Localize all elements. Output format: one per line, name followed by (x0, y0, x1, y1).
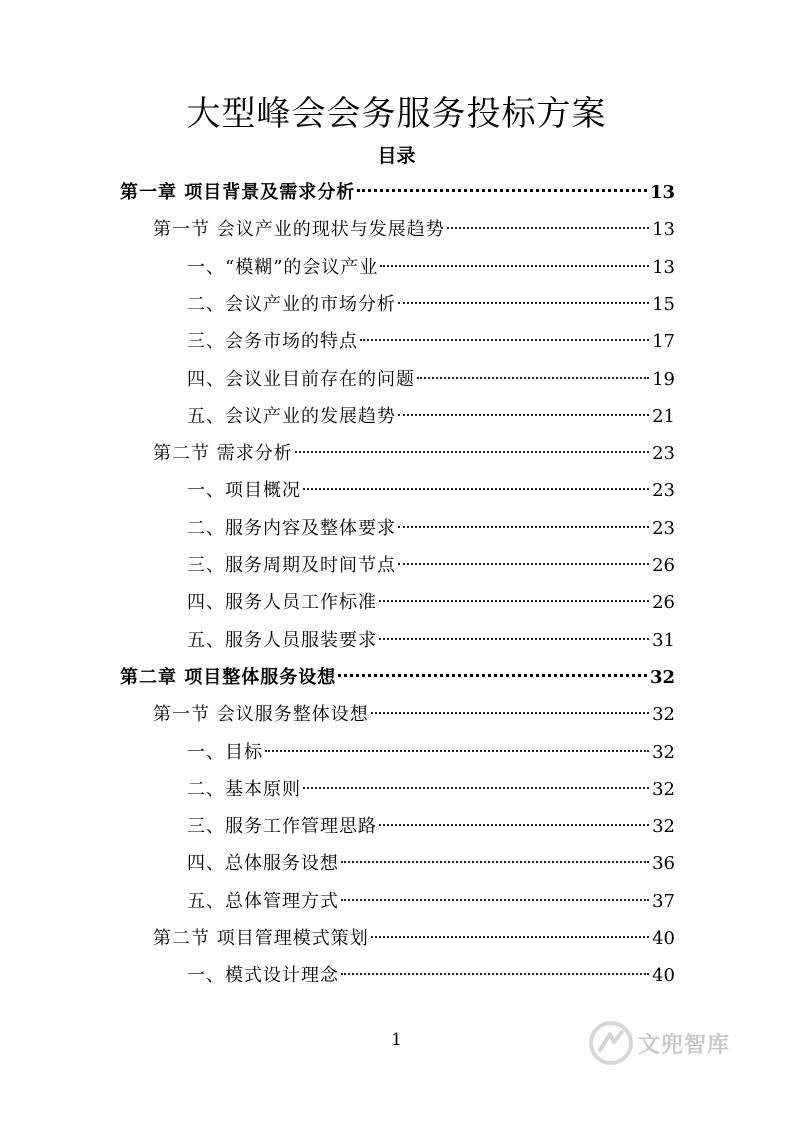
toc-entry-label: 一、“模糊”的会议产业 (187, 256, 379, 278)
toc-entry-page: 23 (652, 517, 675, 539)
toc-leader-dots (371, 936, 649, 938)
toc-leader-dots (360, 339, 649, 341)
toc-entry-label: 四、服务人员工作标准 (187, 592, 377, 614)
toc-entry-page: 37 (652, 890, 675, 912)
toc-leader-dots (379, 824, 649, 826)
watermark (588, 1020, 730, 1066)
watermark-logo-icon (588, 1020, 634, 1066)
toc-leader-dots (303, 488, 649, 490)
toc-entry[interactable] (120, 663, 675, 693)
toc-entry[interactable] (187, 253, 675, 283)
toc-entry-label: 五、服务人员服装要求 (187, 629, 377, 651)
toc-leader-dots (380, 265, 649, 267)
toc-entry[interactable] (120, 178, 675, 208)
toc-leader-dots (398, 563, 649, 565)
toc-entry[interactable] (153, 215, 675, 245)
toc-entry[interactable] (187, 961, 675, 991)
toc-entry-page: 40 (652, 965, 675, 987)
toc-entry-page: 15 (652, 293, 675, 315)
toc-entry-page: 13 (652, 256, 675, 278)
toc-entry[interactable] (187, 738, 675, 768)
toc-entry-label: 第一节 会议服务整体设想 (153, 704, 369, 726)
toc-entry[interactable] (187, 588, 675, 618)
toc-entry-label: 三、服务工作管理思路 (187, 816, 377, 838)
toc-entry-page: 17 (652, 331, 675, 353)
toc-entry[interactable] (187, 775, 675, 805)
toc-entry[interactable] (187, 290, 675, 320)
toc-entry-page: 26 (652, 592, 675, 614)
toc-entry[interactable] (187, 849, 675, 879)
toc-entry[interactable] (187, 551, 675, 581)
toc-entry-label: 第二节 项目管理模式策划 (153, 928, 369, 949)
toc-entry[interactable] (187, 365, 675, 395)
toc-entry-page: 21 (652, 405, 675, 427)
toc-entry-label: 四、会议业目前存在的问题 (187, 368, 415, 390)
toc-entry-label: 五、会议产业的发展趋势 (187, 405, 396, 427)
toc-entry-page: 19 (652, 368, 675, 390)
toc-entry-label: 二、基本原则 (187, 778, 301, 800)
toc-leader-dots (371, 712, 649, 714)
toc-entry-page: 13 (652, 219, 675, 241)
toc-entry-page: 32 (652, 741, 675, 763)
toc-leader-dots (265, 750, 649, 752)
toc-entry-page: 23 (652, 443, 675, 465)
toc-entry-page: 31 (652, 629, 675, 651)
page-number: 1 (391, 1030, 402, 1050)
toc-entry-page: 32 (652, 778, 675, 800)
toc-entry-page: 32 (652, 816, 675, 838)
toc-leader-dots (338, 674, 647, 677)
toc-entry-label: 第二节 需求分析 (153, 443, 293, 465)
toc-entry-label: 四、总体服务设想 (187, 853, 339, 875)
toc-leader-dots (341, 861, 649, 863)
toc-leader-dots (295, 451, 649, 453)
toc-entry-page: 26 (652, 555, 675, 576)
toc-entry-page: 36 (652, 853, 675, 875)
toc-entry-page: 32 (649, 666, 675, 688)
toc-entry-label: 第一章 项目背景及需求分析 (120, 182, 356, 203)
toc-leader-dots (398, 526, 649, 528)
toc-leader-dots (341, 973, 649, 975)
toc-leader-dots (341, 899, 649, 901)
watermark-text: 文兜智库 (638, 1032, 731, 1058)
toc-leader-dots (398, 302, 649, 304)
toc-entry-page: 32 (652, 704, 675, 726)
toc-leader-dots (417, 377, 649, 379)
toc-entry-label: 三、服务周期及时间节点 (187, 555, 396, 576)
toc-entry-label: 一、项目概况 (187, 480, 301, 502)
toc-entry-label: 三、会务市场的特点 (187, 331, 358, 353)
toc-entry[interactable] (153, 700, 675, 730)
document-title: 大型峰会会务服务投标方案 (186, 94, 607, 134)
toc-entry-label: 二、服务内容及整体要求 (187, 517, 396, 539)
toc-heading: 目录 (377, 145, 416, 167)
toc-entry-label: 五、总体管理方式 (187, 890, 339, 912)
toc-entry[interactable] (187, 812, 675, 842)
toc-leader-dots (379, 600, 649, 602)
toc-leader-dots (379, 638, 649, 640)
toc-leader-dots (303, 787, 649, 789)
toc-entry-page: 13 (649, 182, 675, 203)
toc-entry-label: 一、模式设计理念 (187, 965, 339, 987)
toc-entry-label: 第一节 会议产业的现状与发展趋势 (153, 219, 445, 241)
toc-leader-dots (447, 227, 649, 229)
toc-entry[interactable] (187, 514, 675, 544)
toc-entry-page: 23 (652, 480, 675, 502)
toc-entry-label: 第二章 项目整体服务设想 (120, 666, 337, 688)
toc-entry[interactable] (187, 327, 675, 357)
toc-entry[interactable] (153, 924, 675, 954)
toc-leader-dots (398, 414, 649, 416)
toc-entry[interactable] (187, 476, 675, 506)
toc-leader-dots (357, 189, 647, 192)
toc-entry[interactable] (187, 626, 675, 656)
toc-entry[interactable] (153, 439, 675, 469)
toc-entry-label: 一、目标 (187, 741, 263, 763)
toc-entry-page: 40 (652, 928, 675, 949)
toc-entry[interactable] (187, 402, 675, 432)
toc-entry[interactable] (187, 887, 675, 917)
toc-entry-label: 二、会议产业的市场分析 (187, 293, 396, 315)
